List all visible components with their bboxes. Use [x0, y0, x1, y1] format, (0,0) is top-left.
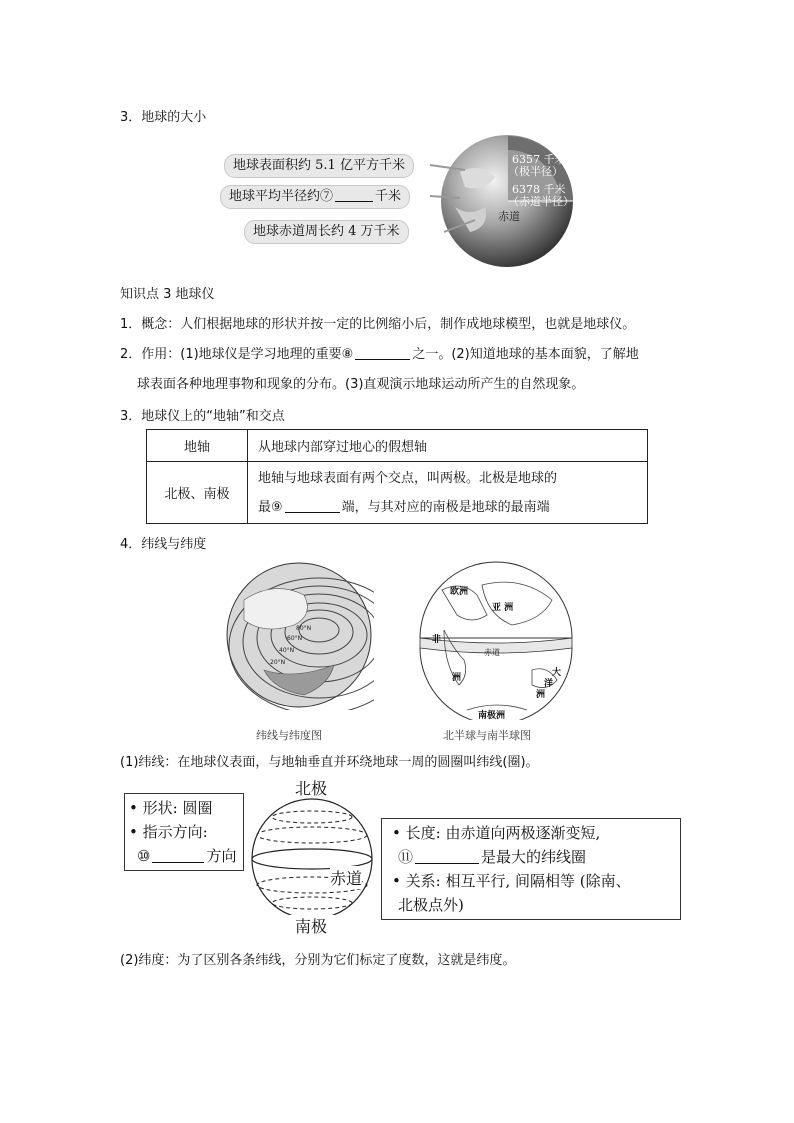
label-oceania-b: 洋	[544, 679, 554, 689]
blank-10	[152, 850, 204, 863]
table-row	[147, 462, 648, 524]
knowledge-point-title: 知识点 3 地球仪	[120, 287, 215, 302]
table-row	[147, 430, 648, 462]
label-africa-b: 洲	[452, 673, 462, 683]
latline-definition: (1)纬线：在地球仪表面，与地轴垂直并环绕地球一周的圆圈叫纬线(圈)。	[120, 755, 539, 770]
blank-8	[355, 347, 410, 360]
section-heading-earth-size: 3．地球的大小	[120, 110, 207, 125]
earth-radius-label: 地球平均半径约⑦ 千米	[220, 185, 410, 209]
label-europe: 欧洲	[450, 587, 469, 597]
caption-latitude-map: 纬线与纬度图	[256, 729, 322, 742]
label-oceania-a: 大	[552, 668, 562, 678]
svg-text:40°N: 40°N	[279, 647, 295, 654]
equatorial-radius-label: （赤道半径）	[508, 195, 574, 208]
axis-heading: 3．地球仪上的“地轴”和交点	[120, 409, 285, 424]
table-cell-axis-desc: 从地球内部穿过地心的假想轴	[248, 430, 648, 462]
table-cell-poles: 北极、南极	[147, 462, 248, 524]
label-antarctica: 南极洲	[478, 711, 506, 721]
equator-label: 赤道	[330, 866, 362, 889]
equator-word: 赤道	[498, 210, 520, 223]
latline-shape-box	[124, 793, 244, 871]
latitude-definition: (2)纬度：为了区别各条纬线，分别为它们标定了度数，这就是纬度。	[120, 953, 516, 968]
polar-radius-label: （极半径）	[508, 165, 563, 178]
blank-7	[335, 189, 373, 202]
box-line: • 长度: 由赤道向两极逐渐变短,	[392, 824, 601, 842]
north-pole-label: 北极	[295, 779, 328, 798]
blank-11	[415, 851, 479, 864]
label-africa-a: 非	[432, 635, 442, 645]
earth-area-label: 地球表面积约 5.1 亿平方千米	[224, 154, 414, 178]
table-cell-axis: 地轴	[147, 430, 248, 462]
earth-equator-length-label: 地球赤道周长约 4 万千米	[244, 220, 409, 244]
label-equator-map: 赤道	[484, 648, 500, 657]
box-line: • 形状: 圆圈	[129, 799, 213, 817]
latitude-heading: 4．纬线与纬度	[120, 537, 207, 552]
box-line: ⑩ 方向	[137, 847, 237, 865]
svg-text:60°N: 60°N	[287, 635, 303, 642]
box-line: • 关系: 相互平行, 间隔相等 (除南、	[392, 872, 631, 890]
svg-text:20°N: 20°N	[270, 659, 286, 666]
hemisphere-globe-figure	[412, 560, 580, 720]
globe-function-line1: 2．作用：(1)地球仪是学习地理的重要⑧ 之一。(2)知道地球的基本面貌，了解地	[120, 347, 639, 362]
latline-length-box	[381, 818, 681, 920]
label-oceania-c: 洲	[536, 690, 546, 700]
latitude-globe-figure	[224, 560, 374, 710]
table-cell-poles-desc: 地轴与地球表面有两个交点，叫两极。北极是地球的 最⑨ 端，与其对应的南极是地球的最南端	[248, 462, 648, 524]
equatorial-radius-value: 6378 千米	[512, 183, 566, 196]
globe-concept: 1．概念：人们根据地球的形状并按一定的比例缩小后，制作成地球模型，也就是地球仪。	[120, 317, 636, 332]
polar-radius-value: 6357 千米	[512, 153, 566, 166]
box-line: • 指示方向:	[129, 823, 208, 841]
latitude-circles-globe	[248, 795, 378, 915]
pointer-lines	[420, 150, 480, 250]
blank-9	[285, 500, 340, 513]
svg-text:80°N: 80°N	[296, 625, 312, 632]
box-line: 北极点外)	[398, 896, 464, 914]
south-pole-label: 南极	[295, 917, 328, 936]
label-asia: 亚 洲	[492, 603, 514, 613]
globe-function-line2: 球表面各种地理事物和现象的分布。(3)直观演示地球运动所产生的自然现象。	[137, 377, 585, 392]
caption-hemisphere-map: 北半球与南半球图	[443, 729, 531, 742]
box-line: ⑪ 是最大的纬线圈	[398, 848, 587, 866]
axis-table	[146, 429, 648, 524]
